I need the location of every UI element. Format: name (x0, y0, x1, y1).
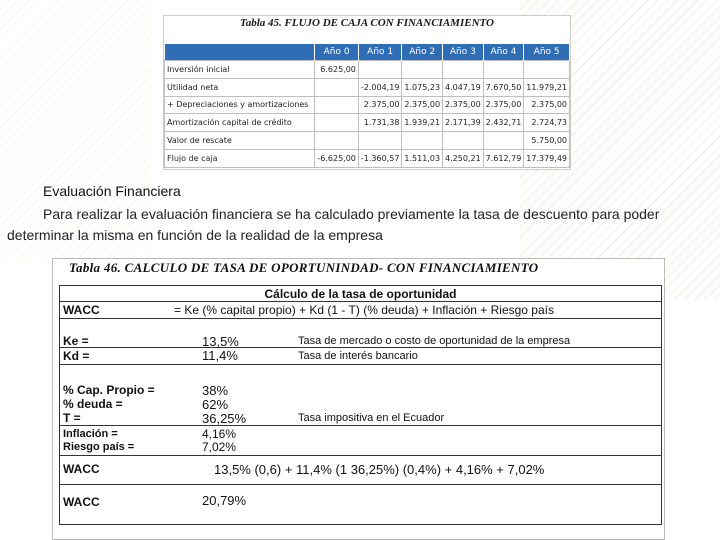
section-paragraph: Para realizar la evaluación financiera se ha calculado previamente la tasa de descuento para poder determinar la misma en función de la realidad de la empresa (7, 206, 660, 243)
table-row (165, 61, 570, 79)
ke-label: Ke = (63, 334, 89, 348)
inflation-label: Inflación = (63, 428, 118, 440)
table-row (165, 132, 570, 150)
country-risk-value: 7,02% (202, 440, 237, 454)
cell: -1.360,57 (358, 149, 402, 167)
cell: 7.612,79 (483, 149, 524, 167)
cell (402, 132, 443, 150)
kd-row (59, 348, 662, 365)
cell (443, 61, 484, 79)
cell (315, 96, 359, 114)
subtitle: Cálculo de la tasa de oportunidad (264, 287, 457, 301)
header-cell: Año 4 (483, 44, 524, 61)
cell: 4.250,21 (443, 149, 484, 167)
kd-label: Kd = (63, 349, 90, 363)
header-cell: Año 5 (524, 44, 570, 61)
cell (358, 132, 402, 150)
cell: 1.939,21 (402, 114, 443, 132)
ke-value: 13,5% (202, 334, 239, 349)
cell: 2.724,73 (524, 114, 570, 132)
wacc-result: 20,79% (202, 493, 247, 508)
row-label: Valor de rescate (165, 132, 315, 150)
debt-value: 62% (202, 397, 229, 412)
debt-label: % deuda = (63, 397, 123, 411)
row-label: Flujo de caja (165, 149, 315, 167)
wacc-result-row (59, 485, 662, 525)
tax-description: Tasa impositiva en el Ecuador (298, 412, 445, 424)
ke-description: Tasa de mercado o costo de oportunidad de la empresa (298, 335, 571, 347)
cell: 2.432,71 (483, 114, 524, 132)
cash-flow-table-figure (163, 15, 571, 170)
wacc-formula-row (59, 302, 662, 319)
cell: 11.979,21 (524, 78, 570, 96)
cell: -6.625,00 (315, 149, 359, 167)
cell: 17.379,49 (524, 149, 570, 167)
wacc-calculation-row (59, 456, 662, 485)
section-heading: Evaluación Financiera (43, 183, 181, 199)
wacc-calc-label: WACC (63, 462, 100, 476)
table-row (165, 149, 570, 167)
opportunity-rate-title: Tabla 46. CALCULO DE TASA DE OPORTUNINDAD- CON FINANCIAMIENTO (69, 260, 539, 275)
cell: 4.047,19 (443, 78, 484, 96)
kd-value: 11,4% (202, 348, 238, 363)
cell: 7.670,50 (483, 78, 524, 96)
wacc-formula: = Ke (% capital propio) + Kd (1 - T) (% deuda) + Inflación + Riesgo país (174, 303, 554, 317)
cell: -2.004,19 (358, 78, 402, 96)
table-row (165, 96, 570, 114)
header-cell: Año 2 (402, 44, 443, 61)
tax-value: 36,25% (202, 411, 247, 426)
table-row (165, 78, 570, 96)
subtitle-row (59, 285, 662, 302)
capital-value: 38% (202, 383, 229, 398)
row-label: Amortización capital de crédito (165, 114, 315, 132)
row-label: Utilidad neta (165, 78, 315, 96)
inflation-risk-row (59, 426, 662, 456)
header-cell: Año 3 (443, 44, 484, 61)
cell: 1.731,38 (358, 114, 402, 132)
cell (315, 132, 359, 150)
cell (358, 61, 402, 79)
cell (524, 61, 570, 79)
cell (402, 61, 443, 79)
row-label: + Depreciaciones y amortizaciones (165, 96, 315, 114)
cell: 2.375,00 (402, 96, 443, 114)
cell: 5.750,00 (524, 132, 570, 150)
tax-label: T = (63, 411, 81, 425)
ke-row (59, 319, 662, 348)
wacc-result-label: WACC (63, 495, 100, 509)
cell: 2.375,00 (524, 96, 570, 114)
cell (443, 132, 484, 150)
capital-structure-row (59, 365, 662, 426)
cell: 2.171,39 (443, 114, 484, 132)
cash-flow-table-title: Tabla 45. FLUJO DE CAJA CON FINANCIAMIENTO (240, 17, 494, 29)
cell: 6.625,00 (315, 61, 359, 79)
cell (315, 78, 359, 96)
cash-flow-table (164, 44, 570, 168)
inflation-value: 4,16% (202, 427, 237, 441)
cell: 2.375,00 (443, 96, 484, 114)
wacc-label: WACC (63, 303, 100, 317)
wacc-calculation: 13,5% (0,6) + 11,4% (1 36,25%) (0,4%) + 4,16% + 7,02% (214, 462, 545, 477)
header-cell (165, 44, 315, 61)
opportunity-rate-grid (59, 285, 662, 525)
header-cell: Año 0 (315, 44, 359, 61)
row-label: Inversión inicial (165, 61, 315, 79)
cell (483, 132, 524, 150)
cell: 2.375,00 (483, 96, 524, 114)
country-risk-label: Riesgo país = (63, 441, 135, 453)
cell (483, 61, 524, 79)
cell: 1.511,03 (402, 149, 443, 167)
cell: 1.075,23 (402, 78, 443, 96)
kd-description: Tasa de interés bancario (298, 350, 418, 362)
header-cell: Año 1 (358, 44, 402, 61)
cash-flow-header-row (165, 44, 570, 61)
cell: 2.375,00 (358, 96, 402, 114)
cell (315, 114, 359, 132)
table-row (165, 114, 570, 132)
opportunity-rate-figure (52, 258, 665, 540)
capital-label: % Cap. Propio = (63, 383, 155, 397)
